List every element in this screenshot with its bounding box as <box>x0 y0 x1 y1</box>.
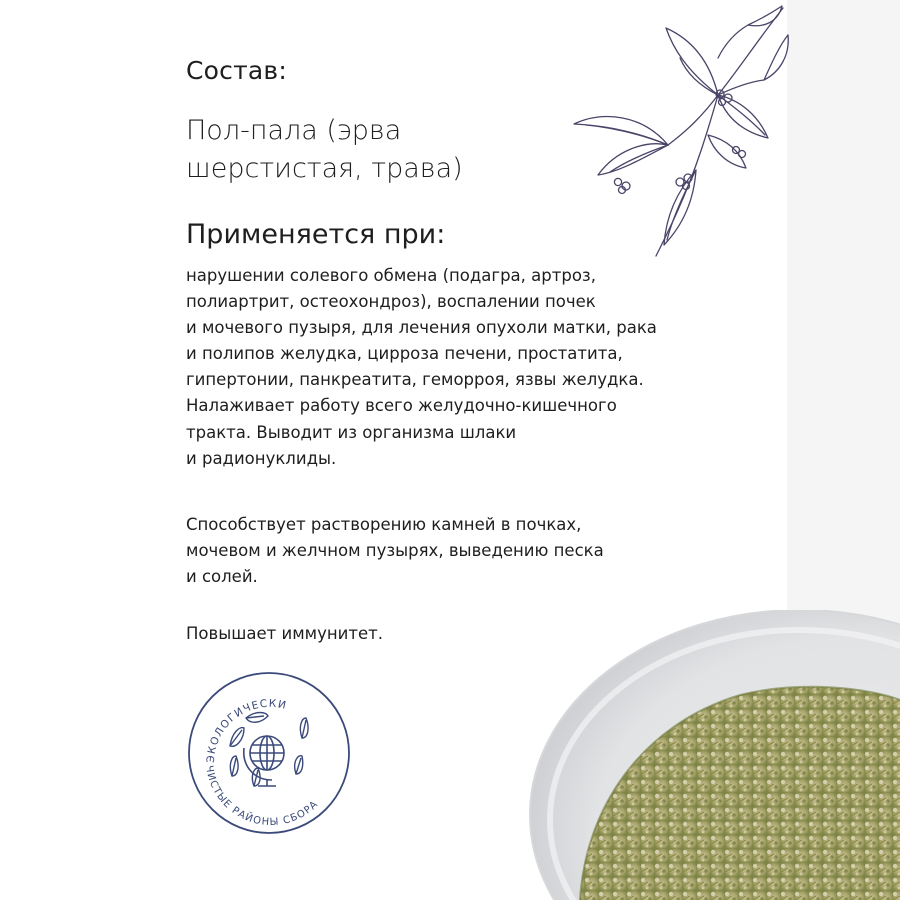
eco-badge <box>184 668 354 838</box>
herb-bowl-image <box>500 610 900 900</box>
text-line: мочевом и желчном пузырях, выведению песка <box>186 541 604 561</box>
text-line: и мочевого пузыря, для лечения опухоли матки, рака <box>186 318 657 338</box>
usage-paragraph-2 <box>186 512 716 590</box>
composition-text <box>186 112 546 188</box>
text-line: Способствует растворению камней в почках, <box>186 515 582 534</box>
plant-branch-illustration <box>568 0 792 262</box>
usage-heading: Применяется при: <box>186 219 446 250</box>
text-line: полиартрит, остеохондроз), воспалении почек <box>186 292 596 312</box>
text-line: нарушении солевого обмена (подагра, артроз, <box>186 266 596 285</box>
composition-line: Пол-пала (эрва <box>186 115 402 146</box>
text-line: Налаживает работу всего желудочно-кишечного <box>186 396 617 416</box>
badge-top-text: ЭКОЛОГИЧЕСКИ <box>204 697 289 764</box>
leaf-icon <box>230 713 308 787</box>
usage-paragraph-3: Повышает иммунитет. <box>186 624 383 643</box>
text-line: тракта. Выводит из организма шлаки <box>186 422 517 442</box>
text-line: и радионуклиды. <box>186 448 337 468</box>
usage-paragraph-1 <box>186 263 716 472</box>
badge-bottom-text: ЧИСТЫЕ РАЙОНЫ СБОРА <box>203 764 321 829</box>
composition-heading: Состав: <box>186 56 287 85</box>
text-line: гипертонии, панкреатита, геморроя, язвы желудка. <box>186 370 644 390</box>
composition-line: шерстистая, трава) <box>186 153 463 184</box>
text-line: и солей. <box>186 567 258 587</box>
text-line: и полипов желудка, цирроза печени, простатита, <box>186 344 623 364</box>
globe-icon <box>244 736 284 786</box>
